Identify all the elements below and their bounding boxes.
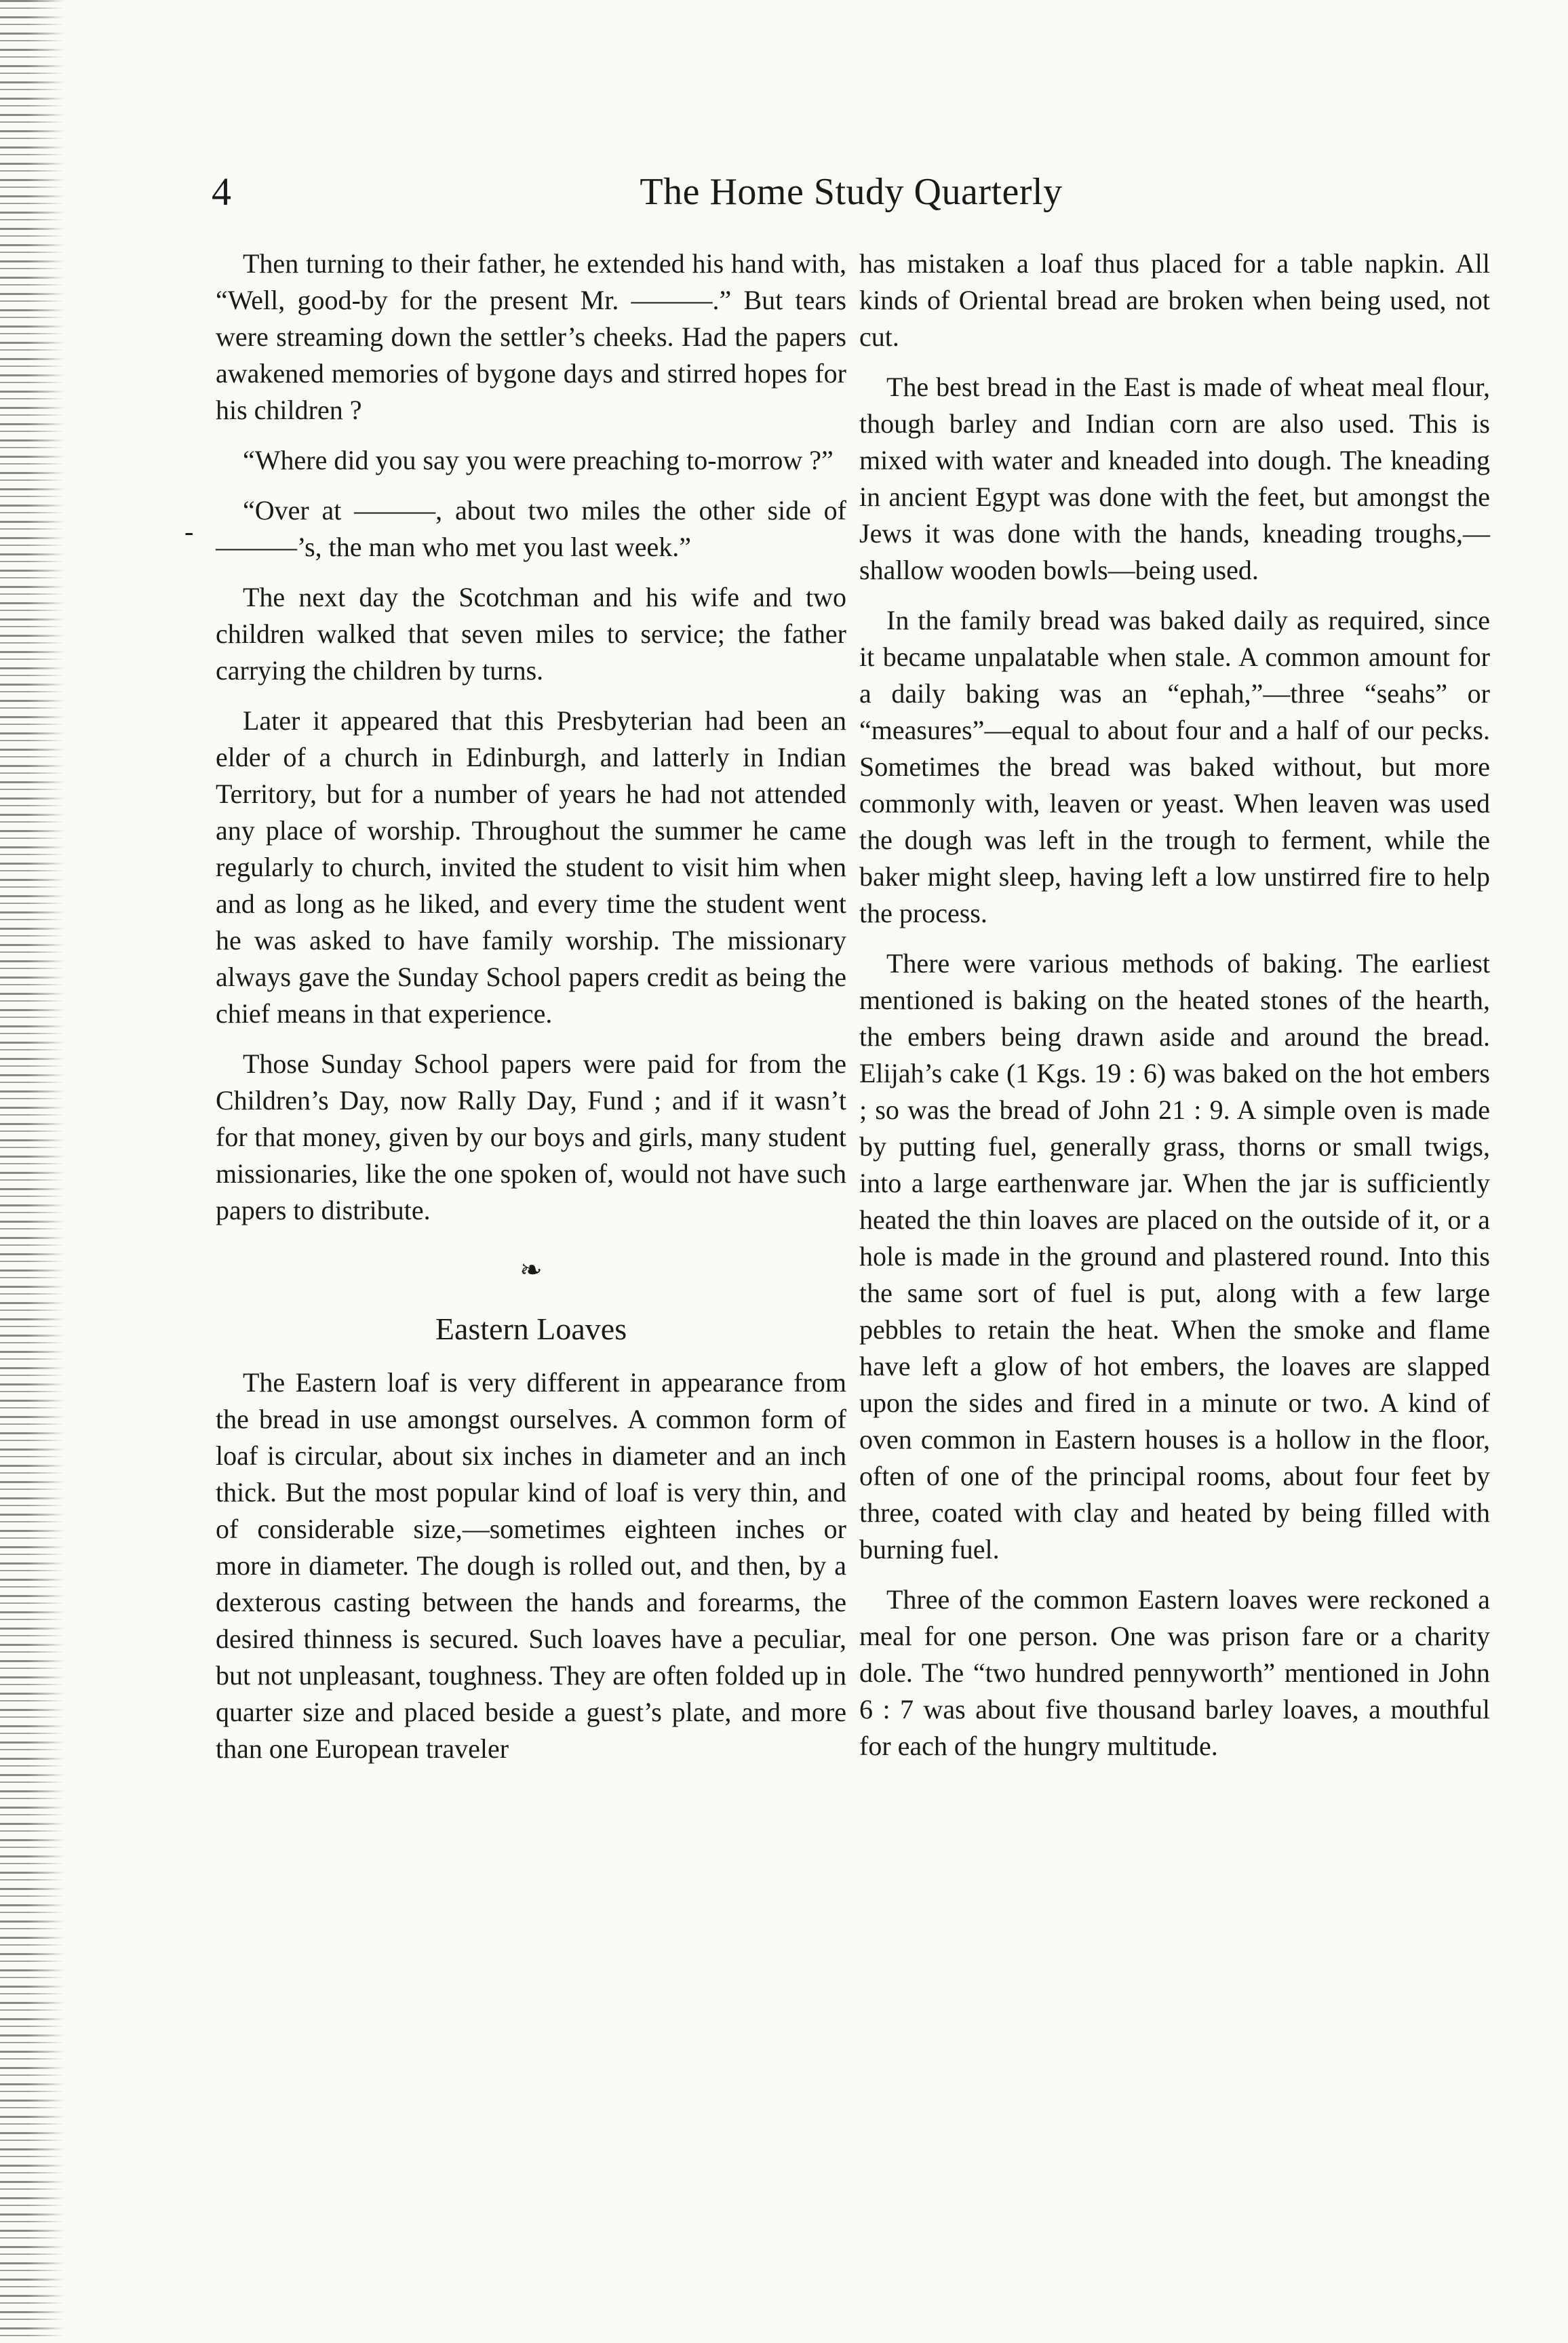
left-column xyxy=(216,245,846,1781)
fleuron-ornament-icon: ❧ xyxy=(520,1255,543,1285)
paragraph: Later it appeared that this Presbyterian had been an elder of a church in Edinburgh, and latterly in Indian Territory, but for a number of years he had not attended any place of worship. Throughout the summer he came regularly to church, invited the student to visit him when and as long as he liked, and every time the student went he was asked to have family worship. The missionary always gave the Sunday School papers credit as being the chief means in that experience. xyxy=(216,705,846,1029)
paragraph: Those Sunday School papers were paid for from the Children’s Day, now Rally Day, Fund ; and if it wasn’t for that money, given by our boys and girls, many student missionaries, like the one spoken of, would not have such papers to distribute. xyxy=(216,1048,846,1225)
paragraph-continuation: has mistaken a loaf thus placed for a table napkin. All kinds of Oriental bread are broken when being used, not cut. xyxy=(859,248,1490,352)
running-title: The Home Study Quarterly xyxy=(640,171,1063,213)
binding-edge-scan-artifact xyxy=(0,0,64,2343)
margin-mark: - xyxy=(184,516,194,547)
paragraph: Then turning to their father, he extended his hand with, “Well, good-by for the present Mr. ———.” But tears were streaming down the settler’s cheeks. Had the papers awakened memories of bygone days and stirred hopes for his children ? xyxy=(216,248,846,425)
paragraph: The best bread in the East is made of wheat meal flour, though barley and Indian corn are also used. This is mixed with water and kneaded into dough. The kneading in ancient Egypt was done with the feet, but amongst the Jews it was done with the hands, kneading troughs,—shallow wooden bowls—being used. xyxy=(859,372,1490,585)
paragraph: The Eastern loaf is very different in appearance from the bread in use amongst ourselves. A common form of loaf is circular, about six inches in diameter and an inch thick. But the most popular kind of loaf is very thin, and of considerable size,—sometimes eighteen inches or more in diameter. The dough is rolled out, and then, by a dexterous casting between the hands and forearms, the desired thinness is secured. Such loaves have a peculiar, but not unpleasant, toughness. They are often folded up in quarter size and placed beside a guest’s plate, and more than one European traveler xyxy=(216,1367,846,1764)
section-heading: Eastern Loaves xyxy=(435,1312,627,1346)
page-header xyxy=(203,161,1499,222)
paragraph: Three of the common Eastern loaves were reckoned a meal for one person. One was prison fare or a charity dole. The “two hundred pennyworth” mentioned in John 6 : 7 was about five thousand barley loaves, a mouthful for each of the hungry multitude. xyxy=(859,1584,1490,1761)
paragraph: In the family bread was baked daily as required, since it became unpalatable when stale. A common amount for a daily baking was an “ephah,”—three “seahs” or “measures”—equal to about four and a half of our pecks. Sometimes the bread was baked without, but more commonly with, leaven or yeast. When leaven was used the dough was left in the trough to ferment, while the baker might sleep, having left a low unstirred fire to help the process. xyxy=(859,605,1490,928)
paragraph: The next day the Scotchman and his wife and two children walked that seven miles to service; the father carrying the children by turns. xyxy=(216,582,846,686)
paragraph: “Where did you say you were preaching to-morrow ?” xyxy=(243,445,834,475)
paragraph: “Over at ———, about two miles the other side of ———’s, the man who met you last week.” xyxy=(216,495,846,562)
right-column xyxy=(859,245,1490,1778)
page-number: 4 xyxy=(212,170,231,214)
paragraph: There were various methods of baking. The earliest mentioned is baking on the heated stones of the hearth, the embers being drawn aside and around the bread. Elijah’s cake (1 Kgs. 19 : 6) was baked on the hot embers ; so was the bread of John 21 : 9. A simple oven is made by putting fuel, generally grass, thorns or small twigs, into a large earthenware jar. When the jar is sufficiently heated the thin loaves are placed on the outside of it, or a hole is made in the ground and plastered round. Into this the same sort of fuel is put, along with a few large pebbles to retain the heat. When the smoke and flame have left a glow of hot embers, the loaves are slapped upon the sides and fired in a minute or two. A kind of oven common in Eastern houses is a hollow in the floor, often of one of the principal rooms, about four feet by three, coated with clay and heated by being filled with burning fuel. xyxy=(859,948,1490,1564)
